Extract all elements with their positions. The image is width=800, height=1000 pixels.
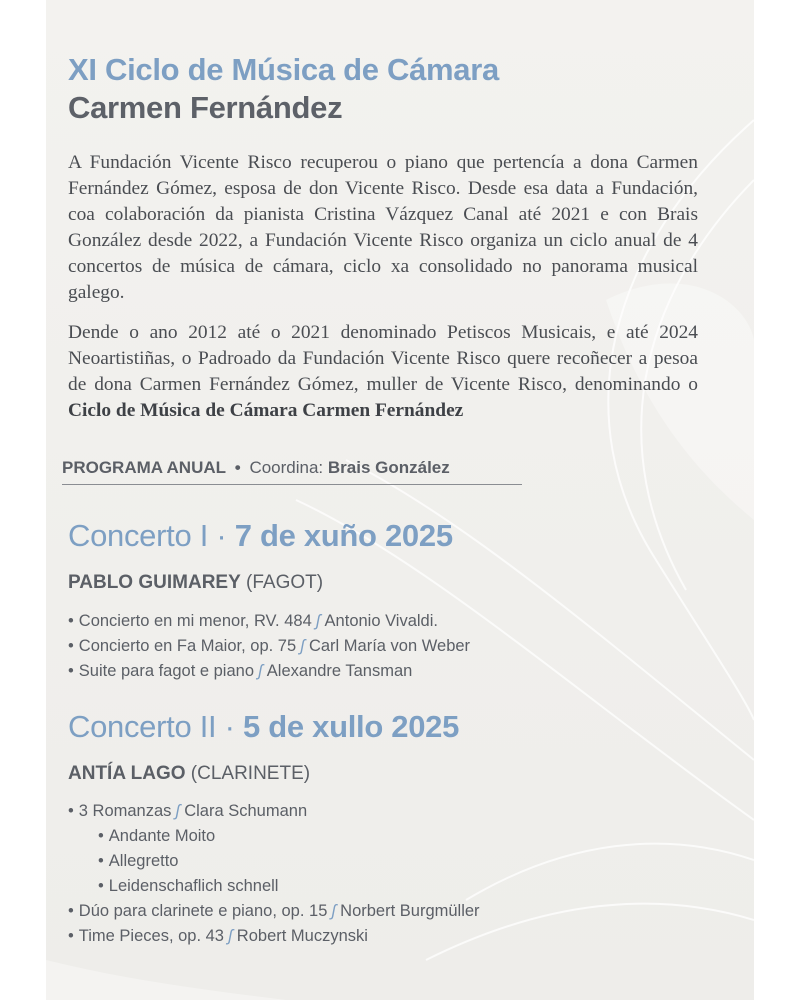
intro-paragraph-2-text: Dende o ano 2012 até o 2021 denominado Petiscos Musicais, e até 2024 Neoartistiñas, o Padroado da Fundación Vicente Risco quere recoñecer a pesoa de dona Carmen Fernández Gómez, muller de Vicente Risco, denominando o — [68, 322, 698, 395]
page-subtitle: Carmen Fernández — [68, 90, 343, 125]
movement-title: Allegretto — [108, 852, 179, 870]
composer-name: Carl María von Weber — [308, 637, 471, 655]
concert-1-number: Concerto I · — [68, 518, 227, 553]
composer-name: Antonio Vivaldi. — [324, 612, 438, 630]
concert-1-program-list — [68, 609, 470, 684]
list-item — [68, 799, 480, 824]
composer-name: Alexandre Tansman — [266, 662, 413, 680]
integral-icon: ʃ — [300, 637, 305, 655]
concert-2-title — [68, 709, 459, 745]
bullet-icon: • — [68, 662, 74, 680]
list-item — [68, 899, 480, 924]
concert-1-date: 7 de xuño 2025 — [234, 518, 453, 553]
bullet-icon: • — [68, 612, 74, 630]
composer-name: Clara Schumann — [184, 802, 308, 820]
list-item — [68, 924, 480, 949]
performer-name: ANTÍA LAGO — [68, 763, 186, 784]
movement-item — [68, 849, 480, 874]
page-title: XI Ciclo de Música de Cámara — [68, 52, 499, 87]
bullet-icon: • — [68, 902, 74, 920]
program-separator: • — [234, 458, 241, 477]
work-title: Concierto en Fa Maior, op. 75 — [78, 637, 297, 655]
bullet-icon: • — [68, 637, 74, 655]
work-title: Concierto en mi menor, RV. 484 — [78, 612, 312, 630]
integral-icon: ʃ — [315, 612, 321, 630]
bullet-icon: • — [68, 927, 74, 945]
concert-2-program-list — [68, 799, 480, 949]
concert-1-title — [68, 518, 453, 554]
composer-name: Norbert Burgmüller — [340, 902, 480, 920]
work-title: Dúo para clarinete e piano, op. 15 — [78, 902, 328, 920]
integral-icon: ʃ — [258, 662, 263, 680]
list-item — [68, 659, 470, 684]
bullet-icon: • — [98, 827, 104, 845]
integral-icon: ʃ — [175, 802, 181, 820]
performer-name: PABLO GUIMAREY — [68, 572, 241, 593]
bullet-icon: • — [98, 877, 104, 895]
bullet-icon: • — [98, 852, 104, 870]
bullet-icon: • — [68, 802, 74, 820]
work-title: 3 Romanzas — [78, 802, 172, 820]
concert-2-date: 5 de xullo 2025 — [243, 709, 460, 744]
composer-name: Robert Muczynski — [236, 927, 368, 945]
intro-paragraph-1: A Fundación Vicente Risco recuperou o piano que pertencía a dona Carmen Fernández Gómez, esposa de don Vicente Risco. Desde esa data a Fundación, coa colaboración da pianista Cristina Vázquez Canal até 2021 e con Brais González desde 2022, a Fundación Vicente Risco organiza un ciclo anual de 4 concertos de música de cámara, ciclo xa consolidado no panorama musical galego. — [68, 152, 698, 303]
work-title: Suite para fagot e piano — [78, 662, 254, 680]
program-label: PROGRAMA ANUAL — [62, 458, 227, 477]
concert-2-number: Concerto II · — [68, 709, 235, 744]
coordinator-name: Brais González — [327, 458, 450, 477]
list-item — [68, 609, 470, 634]
program-sheet — [46, 0, 754, 1000]
program-header — [62, 458, 522, 485]
cycle-name: Ciclo de Música de Cámara Carmen Fernández — [68, 400, 464, 421]
movement-title: Andante Moito — [108, 827, 216, 845]
intro-paragraph-2 — [68, 320, 698, 424]
integral-icon: ʃ — [228, 927, 233, 945]
coordinator-label: Coordina: — [249, 458, 324, 477]
work-title: Time Pieces, op. 43 — [78, 927, 224, 945]
movement-item — [68, 874, 480, 899]
performer-instrument: (FAGOT) — [246, 572, 324, 593]
movement-title: Leidenschaflich schnell — [108, 877, 279, 895]
concert-2-performer — [68, 763, 310, 785]
concert-1-performer — [68, 572, 323, 594]
list-item — [68, 634, 470, 659]
integral-icon: ʃ — [331, 902, 337, 920]
performer-instrument: (CLARINETE) — [190, 763, 311, 784]
movement-item — [68, 824, 480, 849]
